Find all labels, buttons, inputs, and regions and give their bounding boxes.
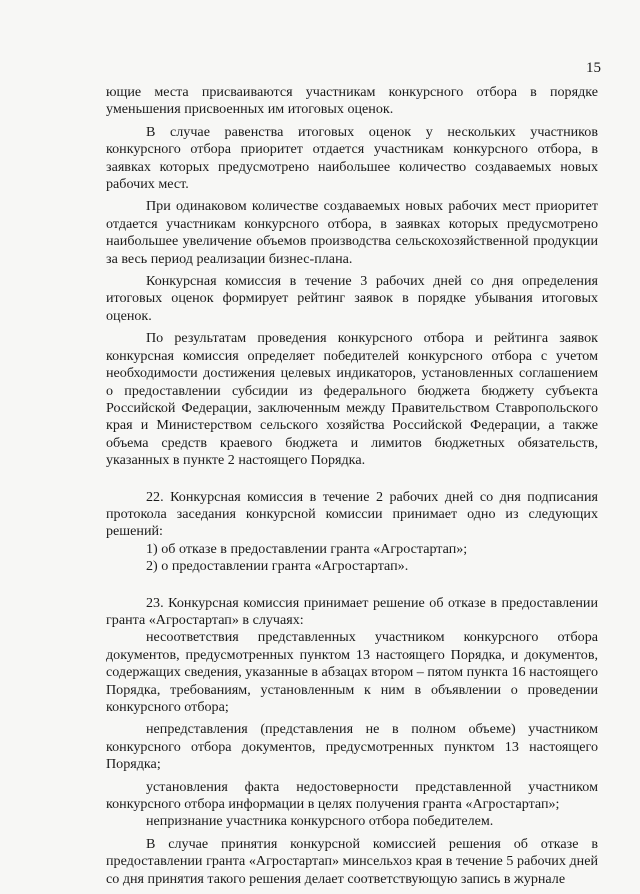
list-item: 2) о предоставлении гранта «Агростартап». — [146, 558, 409, 575]
paragraph: В случае равенства итоговых оценок у нескольких участников конкурсного отбора приоритет отдается участникам конкурсного отбора, в заявках которых предусмотрено наибольшее количество создаваемых новых рабочих мест. — [106, 123, 598, 193]
page-number: 15 — [586, 60, 601, 76]
page-body — [106, 84, 598, 888]
list-item: непризнание участника конкурсного отбора победителем. — [146, 813, 494, 830]
paragraph: ющие места присваиваются участникам конкурсного отбора в порядке уменьшения присвоенных им итоговых оценок. — [106, 84, 598, 118]
paragraph: При одинаковом количестве создаваемых новых рабочих мест приоритет отдается участникам конкурсного отбора, в заявках которых предусмотрено наибольшее увеличение объемов производства сельскохозяйственной продукции за весь период реализации бизнес-плана. — [106, 198, 598, 267]
list-item: 1) об отказе в предоставлении гранта «Агростартап»; — [146, 540, 468, 557]
paragraph: Конкурсная комиссия в течение 3 рабочих дней со дня определения итоговых оценок формирует рейтинг заявок в порядке убывания итоговых оценок. — [106, 273, 598, 324]
paragraph: По результатам проведения конкурсного отбора и рейтинга заявок конкурсная комиссия определяет победителей конкурсного отбора с учетом необходимости достижения целевых индикаторов, установленных соглашением о предоставлении субсидии из федерального бюджета бюджету субъекта Российской Федерации, заключенным между Правительством Ставропольского края и Министерством сельского хозяйства Российской Федерации, а также объема средств краевого бюджета и лимитов бюджетных обязательств, указанных в пункте 2 настоящего Порядка. — [106, 330, 598, 469]
paragraph: 23. Конкурсная комиссия принимает решение об отказе в предоставлении гранта «Агростартап» в случаях: — [106, 594, 598, 628]
paragraph: В случае принятия конкурсной комиссией решения об отказе в предоставлении гранта «Агростартап» минсельхоз края в течение 5 рабочих дней со дня принятия такого решения делает соответствующую запись в журнале — [106, 835, 598, 887]
list-item: непредставления (представления не в полном объеме) участником конкурсного отбора документов, предусмотренных пунктом 13 настоящего Порядка; — [106, 721, 598, 773]
list-item: установления факта недостоверности представленной участником конкурсного отбора информации в целях получения гранта «Агростартап»; — [106, 778, 598, 813]
paragraph: 22. Конкурсная комиссия в течение 2 рабочих дней со дня подписания протокола заседания конкурсной комиссии принимает одно из следующих решений: — [106, 488, 598, 540]
list-item: несоответствия представленных участником конкурсного отбора документов, предусмотренных пунктом 13 настоящего Порядка, и документов, содержащих сведения, указанные в абзацах втором – пятом пункта 16 настоящего Порядка, требованиям, установленным к ним в объявлении о проведении конкурсного отбора; — [106, 629, 598, 715]
